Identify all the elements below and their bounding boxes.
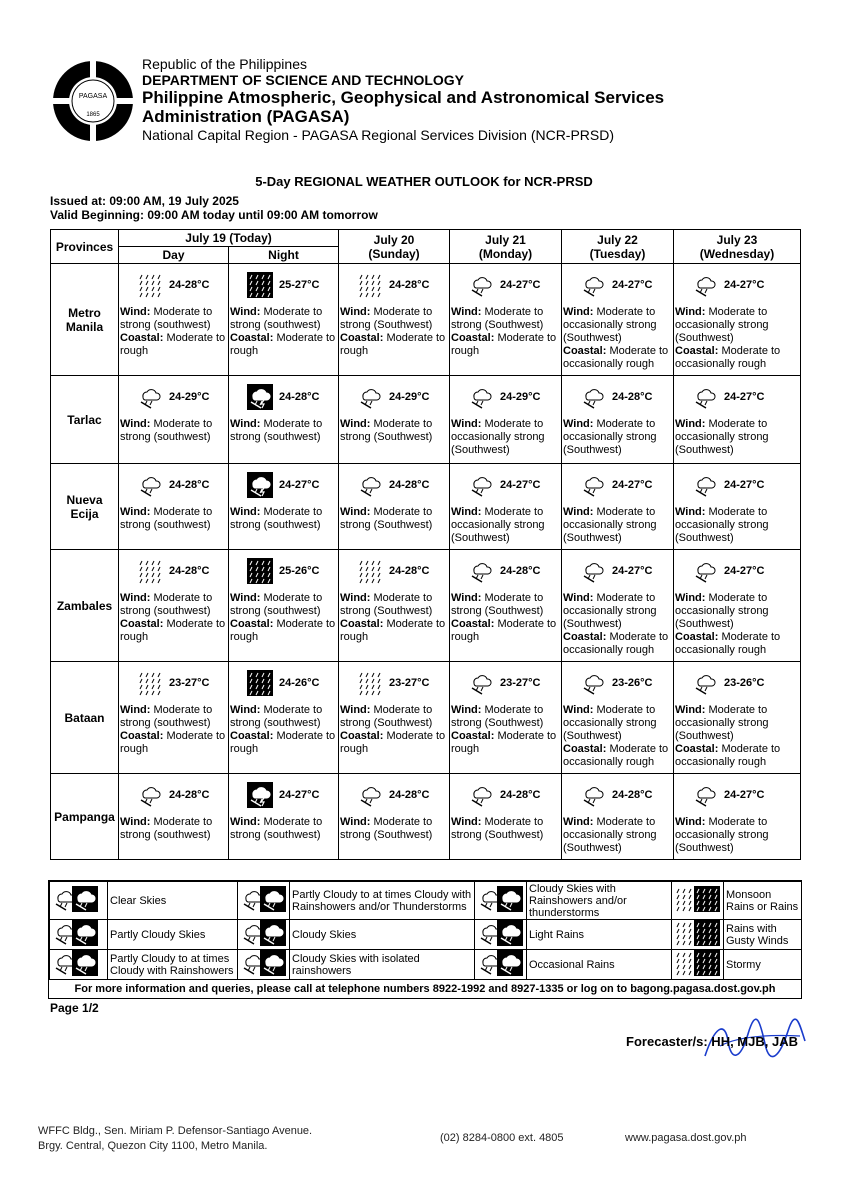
forecast-cell: 23-26°C Wind: Moderate to occasionally strong (Southwest) Coastal: Moderate to occasionally rough — [674, 662, 801, 774]
legend-label: Cloudy Skies with isolated rainshowers — [290, 950, 475, 980]
occasional-rains-icon — [580, 558, 606, 584]
coastal-text: Moderate to rough — [120, 730, 226, 755]
wind-text: Moderate to strong (southwest) — [230, 704, 323, 729]
forecast-cell: 24-27°C Wind: Moderate to occasionally strong (Southwest) Coastal: Moderate to occasionally rough — [674, 550, 801, 662]
wind-text: Moderate to strong (southwest) — [230, 418, 323, 443]
legend-night-icon — [497, 950, 515, 968]
header-agency: Philippine Atmospheric, Geophysical and Astronomical Services — [142, 88, 665, 107]
wind-text: Moderate to strong (southwest) — [120, 816, 213, 841]
wind-text: Moderate to occasionally strong (Southwest) — [563, 306, 657, 344]
svg-text:PAGASA: PAGASA — [78, 93, 108, 100]
legend-label: Cloudy Skies with Rainshowers and/or thunderstorms — [527, 882, 672, 920]
temperature: 24-28°C — [389, 279, 430, 291]
monsoon-rains-icon — [357, 670, 383, 696]
legend-day-icon — [240, 886, 258, 904]
temperature: 25-27°C — [279, 279, 320, 291]
wind-text: Moderate to strong (Southwest) — [340, 704, 433, 729]
wind-text: Moderate to strong (southwest) — [230, 306, 323, 331]
temperature: 24-27°C — [612, 479, 653, 491]
coastal-text: Moderate to rough — [451, 332, 557, 357]
monsoon-rains-icon — [137, 272, 163, 298]
header-division: National Capital Region - PAGASA Regional Services Division (NCR-PRSD) — [142, 127, 615, 143]
coastal-text: Moderate to occasionally rough — [675, 345, 781, 370]
legend-night-icon — [497, 886, 515, 904]
legend-day-icon — [477, 886, 495, 904]
provinces-header: Provinces — [51, 230, 119, 264]
forecast-cell: 24-28°C Wind: Moderate to strong (Southwest) Coastal: Moderate to rough — [450, 550, 562, 662]
occasional-rains-icon — [692, 558, 718, 584]
wind-text: Moderate to strong (Southwest) — [340, 418, 433, 443]
legend-night-icon — [72, 920, 90, 938]
wind-text: Moderate to strong (Southwest) — [340, 592, 433, 617]
today-header: July 19 (Today) — [119, 230, 339, 247]
wind-text: Moderate to strong (southwest) — [120, 592, 213, 617]
coastal-text: Moderate to rough — [120, 332, 226, 357]
forecast-cell: 24-28°C Wind: Moderate to strong (Southwest) — [339, 464, 450, 550]
forecast-cell: 24-27°C Wind: Moderate to occasionally strong (Southwest) Coastal: Moderate to occasionally rough — [674, 264, 801, 376]
legend-night-icon — [260, 886, 278, 904]
wind-text: Moderate to occasionally strong (Southwest) — [675, 306, 769, 344]
legend-icon — [475, 920, 527, 950]
legend-icon — [238, 920, 290, 950]
monsoon-rains-night-icon — [247, 272, 273, 298]
coastal-text: Moderate to occasionally rough — [675, 631, 781, 656]
legend-icon — [238, 950, 290, 980]
temperature: 24-28°C — [169, 279, 210, 291]
temperature: 23-27°C — [500, 677, 541, 689]
stormy-night-icon — [247, 782, 273, 808]
footer-website: www.pagasa.dost.gov.ph — [625, 1132, 747, 1144]
legend-icon — [50, 950, 108, 980]
coastal-text: Moderate to rough — [451, 730, 557, 755]
forecast-cell: 24-27°C Wind: Moderate to occasionally strong (Southwest) Coastal: Moderate to occasionally rough — [562, 550, 674, 662]
monsoon-rains-night-icon — [247, 558, 273, 584]
coastal-text: Moderate to occasionally rough — [563, 345, 669, 370]
province-name: Pampanga — [51, 774, 119, 860]
legend-label: Partly Cloudy to at times Cloudy with Rainshowers — [108, 950, 238, 980]
legend-day-icon — [477, 950, 495, 968]
temperature: 24-28°C — [389, 565, 430, 577]
province-row — [51, 376, 801, 464]
wind-text: Moderate to strong (southwest) — [120, 418, 213, 443]
occasional-rains-icon — [137, 472, 163, 498]
legend-label: Stormy — [724, 950, 802, 980]
legend-day-icon — [674, 920, 692, 938]
temperature: 24-28°C — [500, 565, 541, 577]
night-label: Night — [229, 247, 339, 264]
wind-text: Moderate to occasionally strong (Southwest) — [675, 592, 769, 630]
legend-label: Partly Cloudy Skies — [108, 920, 238, 950]
legend-day-icon — [674, 950, 692, 968]
forecast-cell: 24-27°C Wind: Moderate to strong (southwest) — [229, 464, 339, 550]
forecast-cell: 24-27°C Wind: Moderate to occasionally strong (Southwest) Coastal: Moderate to occasionally rough — [562, 264, 674, 376]
header-republic: Republic of the Philippines — [142, 56, 307, 72]
temperature: 24-27°C — [612, 279, 653, 291]
temperature: 24-27°C — [279, 479, 320, 491]
day-header-4: July 23 (Wednesday) — [674, 230, 801, 264]
forecasters: Forecaster/s: HH, MJB, JAB — [626, 1034, 798, 1049]
legend-label: Monsoon Rains or Rains — [724, 882, 802, 920]
temperature: 24-29°C — [389, 391, 430, 403]
temperature: 24-28°C — [389, 479, 430, 491]
occasional-rains-icon — [580, 384, 606, 410]
temperature: 23-27°C — [389, 677, 430, 689]
legend-label: Cloudy Skies — [290, 920, 475, 950]
wind-text: Moderate to strong (Southwest) — [340, 816, 433, 841]
temperature: 24-29°C — [169, 391, 210, 403]
legend-night-icon — [72, 950, 90, 968]
footer-address: WFFC Bldg., Sen. Miriam P. Defensor-Santiago Avenue. Brgy. Central, Quezon City 1100, Metro Manila. — [38, 1125, 313, 1152]
wind-text: Moderate to strong (southwest) — [230, 506, 323, 531]
monsoon-rains-icon — [357, 272, 383, 298]
province-name: Bataan — [51, 662, 119, 774]
legend-night-icon — [72, 886, 90, 904]
occasional-rains-icon — [692, 670, 718, 696]
temperature: 24-28°C — [500, 789, 541, 801]
forecast-cell: 24-28°C Wind: Moderate to strong (Southwest) Coastal: Moderate to rough — [339, 550, 450, 662]
page-number: Page 1/2 — [50, 1001, 99, 1015]
monsoon-rains-icon — [357, 558, 383, 584]
occasional-rains-icon — [580, 272, 606, 298]
temperature: 24-28°C — [612, 789, 653, 801]
province-name: Tarlac — [51, 376, 119, 464]
forecast-cell: 25-26°C Wind: Moderate to strong (southwest) Coastal: Moderate to rough — [229, 550, 339, 662]
forecast-cell: 23-27°C Wind: Moderate to strong (Southwest) Coastal: Moderate to rough — [339, 662, 450, 774]
wind-text: Moderate to strong (southwest) — [230, 816, 323, 841]
temperature: 24-27°C — [724, 279, 765, 291]
occasional-rains-icon — [692, 472, 718, 498]
wind-text: Moderate to occasionally strong (Southwest) — [451, 418, 545, 456]
temperature: 24-28°C — [169, 565, 210, 577]
temperature: 24-27°C — [500, 479, 541, 491]
province-name: Metro Manila — [51, 264, 119, 376]
wind-text: Moderate to occasionally strong (Southwest) — [563, 816, 657, 854]
legend-icon — [475, 882, 527, 920]
temperature: 24-26°C — [279, 677, 320, 689]
forecast-cell: 24-28°C Wind: Moderate to occasionally strong (Southwest) — [562, 774, 674, 860]
coastal-text: Moderate to occasionally rough — [675, 743, 781, 768]
province-name: Nueva Ecija — [51, 464, 119, 550]
temperature: 25-26°C — [279, 565, 320, 577]
occasional-rains-icon — [468, 670, 494, 696]
temperature: 24-27°C — [500, 279, 541, 291]
forecast-cell: 24-27°C Wind: Moderate to occasionally strong (Southwest) — [562, 464, 674, 550]
occasional-rains-icon — [468, 472, 494, 498]
occasional-rains-icon — [357, 782, 383, 808]
forecast-cell: 24-28°C Wind: Moderate to strong (southwest) Coastal: Moderate to rough — [119, 550, 229, 662]
province-row — [51, 264, 801, 376]
legend-icon — [672, 950, 724, 980]
header-department: DEPARTMENT OF SCIENCE AND TECHNOLOGY — [142, 72, 465, 88]
valid-beginning: Valid Beginning: 09:00 AM today until 09:00 AM tomorrow — [50, 208, 378, 222]
legend-label: Clear Skies — [108, 882, 238, 920]
coastal-text: Moderate to rough — [120, 618, 226, 643]
forecast-cell: 24-28°C Wind: Moderate to strong (southwest) — [229, 376, 339, 464]
wind-text: Moderate to occasionally strong (Southwest) — [563, 418, 657, 456]
wind-text: Moderate to occasionally strong (Southwest) — [563, 704, 657, 742]
monsoon-rains-icon — [137, 670, 163, 696]
occasional-rains-icon — [468, 272, 494, 298]
wind-text: Moderate to occasionally strong (Southwest) — [675, 704, 769, 742]
province-name: Zambales — [51, 550, 119, 662]
occasional-rains-icon — [137, 782, 163, 808]
occasional-rains-icon — [137, 384, 163, 410]
legend-night-icon — [497, 920, 515, 938]
legend-night-icon — [260, 920, 278, 938]
temperature: 23-26°C — [612, 677, 653, 689]
legend-day-icon — [674, 886, 692, 904]
forecast-cell: 24-28°C Wind: Moderate to strong (southwest) — [119, 464, 229, 550]
forecast-cell: 24-27°C Wind: Moderate to occasionally strong (Southwest) — [450, 464, 562, 550]
stormy-night-icon — [247, 384, 273, 410]
forecast-cell: 24-27°C Wind: Moderate to occasionally strong (Southwest) — [674, 464, 801, 550]
legend-night-icon — [694, 920, 712, 938]
wind-text: Moderate to strong (southwest) — [120, 506, 213, 531]
forecast-cell: 24-28°C Wind: Moderate to occasionally strong (Southwest) — [562, 376, 674, 464]
legend-night-icon — [694, 950, 712, 968]
occasional-rains-icon — [580, 472, 606, 498]
legend — [48, 880, 802, 999]
province-row — [51, 774, 801, 860]
forecast-cell: 25-27°C Wind: Moderate to strong (southwest) Coastal: Moderate to rough — [229, 264, 339, 376]
legend-day-icon — [477, 920, 495, 938]
issue-info — [50, 194, 378, 222]
day-header-3: July 22 (Tuesday) — [562, 230, 674, 264]
temperature: 24-27°C — [724, 391, 765, 403]
coastal-text: Moderate to rough — [340, 332, 446, 357]
legend-icon — [672, 920, 724, 950]
coastal-text: Moderate to rough — [230, 618, 336, 643]
forecast-cell: 24-27°C Wind: Moderate to occasionally strong (Southwest) — [674, 774, 801, 860]
legend-night-icon — [260, 950, 278, 968]
occasional-rains-icon — [580, 670, 606, 696]
legend-icon — [50, 882, 108, 920]
coastal-text: Moderate to occasionally rough — [563, 743, 669, 768]
temperature: 24-28°C — [169, 789, 210, 801]
contact-info: For more information and queries, please call at telephone numbers 8922-1992 and 8927-1335 or log on to bagong.pagasa.dost.gov.ph — [74, 983, 776, 995]
wind-text: Moderate to occasionally strong (Southwest) — [675, 816, 769, 854]
wind-text: Moderate to strong (Southwest) — [451, 704, 544, 729]
issued-at: Issued at: 09:00 AM, 19 July 2025 — [50, 194, 239, 208]
temperature: 24-27°C — [724, 789, 765, 801]
legend-label: Occasional Rains — [527, 950, 672, 980]
wind-text: Moderate to strong (southwest) — [230, 592, 323, 617]
legend-icon — [475, 950, 527, 980]
temperature: 23-27°C — [169, 677, 210, 689]
monsoon-rains-night-icon — [247, 670, 273, 696]
occasional-rains-icon — [692, 272, 718, 298]
wind-text: Moderate to strong (southwest) — [120, 306, 213, 331]
occasional-rains-icon — [692, 782, 718, 808]
pagasa-logo — [52, 58, 134, 144]
legend-label: Rains with Gusty Winds — [724, 920, 802, 950]
province-row — [51, 662, 801, 774]
coastal-text: Moderate to rough — [340, 730, 446, 755]
occasional-rains-icon — [468, 558, 494, 584]
coastal-text: Moderate to rough — [340, 618, 446, 643]
forecast-table — [50, 229, 801, 860]
forecast-cell: 23-27°C Wind: Moderate to strong (southwest) Coastal: Moderate to rough — [119, 662, 229, 774]
wind-text: Moderate to strong (Southwest) — [451, 306, 544, 331]
wind-text: Moderate to strong (Southwest) — [451, 816, 544, 841]
temperature: 24-28°C — [612, 391, 653, 403]
temperature: 23-26°C — [724, 677, 765, 689]
wind-text: Moderate to occasionally strong (Southwest) — [563, 592, 657, 630]
province-row — [51, 464, 801, 550]
legend-label: Partly Cloudy to at times Cloudy with Rainshowers and/or Thunderstorms — [290, 882, 475, 920]
legend-day-icon — [52, 920, 70, 938]
coastal-text: Moderate to rough — [230, 332, 336, 357]
occasional-rains-icon — [357, 472, 383, 498]
wind-text: Moderate to occasionally strong (Southwest) — [451, 506, 545, 544]
occasional-rains-icon — [580, 782, 606, 808]
temperature: 24-27°C — [724, 565, 765, 577]
legend-label: Light Rains — [527, 920, 672, 950]
forecast-cell: 24-29°C Wind: Moderate to occasionally strong (Southwest) — [450, 376, 562, 464]
province-row — [51, 550, 801, 662]
letterhead — [52, 56, 792, 166]
wind-text: Moderate to strong (Southwest) — [340, 306, 433, 331]
coastal-text: Moderate to occasionally rough — [563, 631, 669, 656]
legend-icon — [238, 882, 290, 920]
day-label: Day — [119, 247, 229, 264]
legend-day-icon — [52, 886, 70, 904]
legend-icon — [672, 882, 724, 920]
legend-day-icon — [240, 920, 258, 938]
occasional-rains-icon — [692, 384, 718, 410]
coastal-text: Moderate to rough — [451, 618, 557, 643]
page-title: 5-Day REGIONAL WEATHER OUTLOOK for NCR-PRSD — [255, 174, 593, 189]
forecast-cell: 23-26°C Wind: Moderate to occasionally strong (Southwest) Coastal: Moderate to occasionally rough — [562, 662, 674, 774]
forecast-cell: 24-28°C Wind: Moderate to strong (Southwest) — [450, 774, 562, 860]
temperature: 24-28°C — [279, 391, 320, 403]
wind-text: Moderate to strong (Southwest) — [340, 506, 433, 531]
wind-text: Moderate to strong (Southwest) — [451, 592, 544, 617]
temperature: 24-29°C — [500, 391, 541, 403]
stormy-night-icon — [247, 472, 273, 498]
wind-text: Moderate to occasionally strong (Southwest) — [675, 506, 769, 544]
header-agency-2: Administration (PAGASA) — [142, 107, 350, 126]
legend-icon — [50, 920, 108, 950]
temperature: 24-28°C — [389, 789, 430, 801]
forecast-cell: 24-28°C Wind: Moderate to strong (southwest) Coastal: Moderate to rough — [119, 264, 229, 376]
forecast-cell: 24-29°C Wind: Moderate to strong (southwest) — [119, 376, 229, 464]
forecast-cell: 24-28°C Wind: Moderate to strong (southwest) — [119, 774, 229, 860]
footer-phone: (02) 8284-0800 ext. 4805 — [440, 1132, 564, 1144]
day-header-1: July 20 (Sunday) — [339, 230, 450, 264]
svg-text:1865: 1865 — [86, 112, 100, 118]
legend-day-icon — [52, 950, 70, 968]
forecast-cell: 24-26°C Wind: Moderate to strong (southwest) Coastal: Moderate to rough — [229, 662, 339, 774]
temperature: 24-28°C — [169, 479, 210, 491]
occasional-rains-icon — [468, 384, 494, 410]
occasional-rains-icon — [357, 384, 383, 410]
occasional-rains-icon — [468, 782, 494, 808]
coastal-text: Moderate to rough — [230, 730, 336, 755]
wind-text: Moderate to strong (southwest) — [120, 704, 213, 729]
wind-text: Moderate to occasionally strong (Southwest) — [675, 418, 769, 456]
forecast-cell: 24-27°C Wind: Moderate to strong (southwest) — [229, 774, 339, 860]
legend-night-icon — [694, 886, 712, 904]
monsoon-rains-icon — [137, 558, 163, 584]
forecast-cell: 24-28°C Wind: Moderate to strong (Southwest) Coastal: Moderate to rough — [339, 264, 450, 376]
wind-text: Moderate to occasionally strong (Southwest) — [563, 506, 657, 544]
forecast-cell: 24-27°C Wind: Moderate to strong (Southwest) Coastal: Moderate to rough — [450, 264, 562, 376]
forecast-cell: 24-29°C Wind: Moderate to strong (Southwest) — [339, 376, 450, 464]
forecast-cell: 24-28°C Wind: Moderate to strong (Southwest) — [339, 774, 450, 860]
day-header-2: July 21 (Monday) — [450, 230, 562, 264]
temperature: 24-27°C — [612, 565, 653, 577]
legend-day-icon — [240, 950, 258, 968]
temperature: 24-27°C — [724, 479, 765, 491]
forecast-cell: 24-27°C Wind: Moderate to occasionally strong (Southwest) — [674, 376, 801, 464]
forecast-cell: 23-27°C Wind: Moderate to strong (Southwest) Coastal: Moderate to rough — [450, 662, 562, 774]
temperature: 24-27°C — [279, 789, 320, 801]
